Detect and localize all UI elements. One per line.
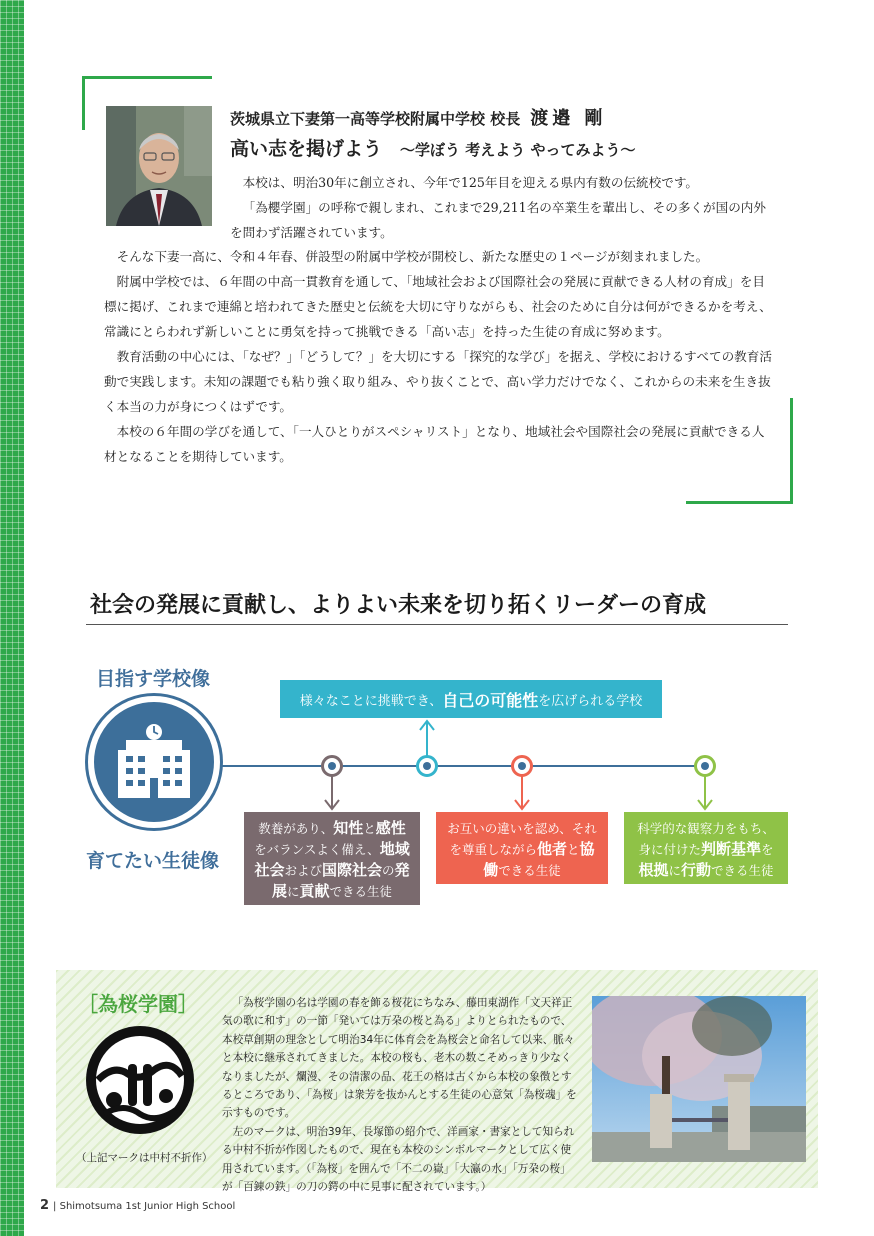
student-goal-box-1 bbox=[244, 812, 420, 905]
paragraph: 「為櫻学園」の呼称で親しまれ、これまで29,211名の卒業生を輩出し、その多くが国の内外を問わず活躍されています。 bbox=[230, 200, 766, 240]
text-strong: 協働 bbox=[483, 840, 595, 879]
text-strong: 感性 bbox=[375, 819, 406, 837]
text-strong: 社会 bbox=[254, 861, 285, 879]
message-intro bbox=[230, 170, 775, 245]
page-footer bbox=[40, 1198, 235, 1213]
school-symbol-emblem bbox=[84, 1024, 196, 1136]
text-strong: 地域 bbox=[379, 840, 410, 858]
principal-portrait bbox=[106, 106, 212, 226]
node-1 bbox=[321, 755, 343, 777]
message-headline bbox=[230, 134, 635, 161]
bracket-top-horizontal bbox=[82, 76, 212, 79]
text: できる生徒 bbox=[329, 884, 393, 899]
student-vision-label: 育てたい生徒像 bbox=[86, 850, 220, 872]
bracket-bottom-vertical bbox=[790, 398, 793, 504]
paragraph: 本校の６年間の学びを通して、「一人ひとりがスペシャリスト」となり、地域社会や国際社会の発展に貢献できる人材となることを期待しています。 bbox=[104, 424, 765, 464]
panel-title: ［為桜学園］ bbox=[78, 992, 198, 1016]
paragraph: そんな下妻一高に、令和４年春、併設型の附属中学校が開校し、新たな歴史の１ページが刻まれました。 bbox=[116, 249, 709, 264]
text: に bbox=[668, 863, 681, 878]
arrow-down-icon bbox=[323, 776, 341, 812]
school-gate-photo bbox=[592, 996, 806, 1162]
school-emblem-circle bbox=[88, 696, 220, 828]
text-strong: 発展 bbox=[271, 861, 410, 900]
section-rule bbox=[86, 624, 788, 625]
node-3 bbox=[511, 755, 533, 777]
top-goal-post: を広げられる学校 bbox=[538, 693, 643, 709]
student-goal-box-3 bbox=[624, 812, 788, 884]
student-goal-box-2 bbox=[436, 812, 608, 884]
top-goal-strong: 自己の可能性 bbox=[442, 690, 539, 710]
text-strong: 国際社会 bbox=[321, 861, 382, 879]
side-grid-strip bbox=[0, 0, 24, 1236]
principal-name: 渡邉 剛 bbox=[530, 108, 607, 129]
connector-line bbox=[222, 765, 714, 767]
bracket-top-vertical bbox=[82, 76, 85, 130]
principal-title-line bbox=[230, 104, 607, 130]
text: できる生徒 bbox=[498, 863, 561, 878]
text: の bbox=[382, 863, 395, 878]
text: 科学的な観察力をもち、身に付けた bbox=[637, 821, 775, 857]
footer-school-name: | Shimotsuma 1st Junior High School bbox=[53, 1201, 236, 1212]
top-goal-box bbox=[280, 680, 662, 718]
paragraph: 「為桜学園の名は学園の春を飾る桜花にちなみ、藤田東湖作「文天祥正気の歌に和す」の一節「発いては万朶の桜と為る」よりとられたもので、本校草創期の理念として明治34年に体育会を為桜会と命名して以来、脈々と本校に継承されてきました。本校の桜も、老木の数こそめっきり少なくなりましたが、爛漫、その清潔の品、花王の格は古くから本校の象徴とするところであり、「為桜」は衆芳を抜かんとする生徒の心意気「為桜魂」を示すものです。 bbox=[222, 997, 577, 1120]
paragraph: 本校は、明治30年に創立され、今年で125年目を迎える県内有数の伝統校です。 bbox=[242, 175, 698, 190]
text-strong: 他者 bbox=[536, 840, 567, 858]
text-strong: 知性 bbox=[333, 819, 364, 837]
headline-sub: ～学ぼう 考えよう やってみよう～ bbox=[400, 141, 636, 159]
text: と bbox=[567, 842, 580, 857]
paragraph: 左のマークは、明治39年、長塚節の紹介で、洋画家・書家として知られる中村不折が作図したもので、現在も本校のシンボルマークとして広く使用されています。（「為桜」を囲んで「不二の嶽」「大瀛の水」「万朶の桜」が「百錬の鉄」の刀の鍔の中に見事に配されています。） bbox=[222, 1125, 575, 1194]
headline-main: 高い志を掲げよう bbox=[230, 138, 383, 160]
bracket-bottom-horizontal bbox=[686, 501, 793, 504]
emblem-caption: （上記マークは中村不折作） bbox=[76, 1152, 213, 1164]
page-number: 2 bbox=[40, 1198, 50, 1213]
node-2 bbox=[416, 755, 438, 777]
panel-text bbox=[222, 994, 578, 1196]
text: と bbox=[363, 821, 376, 836]
school-vision-label: 目指す学校像 bbox=[96, 668, 211, 690]
paragraph: 教育活動の中心には、「なぜ？」「どうして？」を大切にする「探究的な学び」を据え、学校におけるすべての教育活動で実践します。未知の課題でも粘り強く取り組み、やり抜くことで、高い学力だけでなく、これからの未来を生き抜く本当の力が身につくはずです。 bbox=[104, 349, 772, 414]
text: お互いの違いを認め、それを尊重しながら bbox=[447, 821, 597, 857]
text: を bbox=[761, 842, 774, 857]
section-title: 社会の発展に貢献し、よりよい未来を切り拓くリーダーの育成 bbox=[90, 592, 707, 618]
text: および bbox=[284, 863, 322, 878]
arrow-up-icon bbox=[418, 718, 436, 756]
arrow-down-icon bbox=[696, 776, 714, 812]
text-strong: 貢献 bbox=[299, 882, 330, 900]
node-4 bbox=[694, 755, 716, 777]
school-building-icon bbox=[108, 720, 200, 804]
text: に bbox=[286, 884, 300, 899]
principal-title: 茨城県立下妻第一高等学校附属中学校 校長 bbox=[230, 110, 521, 128]
text: 教養があり、 bbox=[258, 821, 334, 836]
top-goal-pre: 様々なことに挑戦でき、 bbox=[299, 693, 443, 709]
text-strong: 行動 bbox=[681, 861, 712, 879]
text-strong: 根拠 bbox=[638, 861, 669, 879]
text-strong: 判断基準 bbox=[700, 840, 761, 858]
text: をバランスよく備え、 bbox=[254, 842, 380, 857]
message-body bbox=[104, 244, 776, 469]
arrow-down-icon bbox=[513, 776, 531, 812]
paragraph: 附属中学校では、６年間の中高一貫教育を通して、「地域社会および国際社会の発展に貢献できる人材の育成」を目標に掲げ、これまで連綿と培われてきた歴史と伝統を大切に守りながらも、社会のために自分は何ができるかを考え、常識にとらわれず新しいことに勇気を持って挑戦できる「高い志」を持った生徒の育成に努めます。 bbox=[104, 274, 772, 339]
text: できる生徒 bbox=[711, 863, 774, 878]
